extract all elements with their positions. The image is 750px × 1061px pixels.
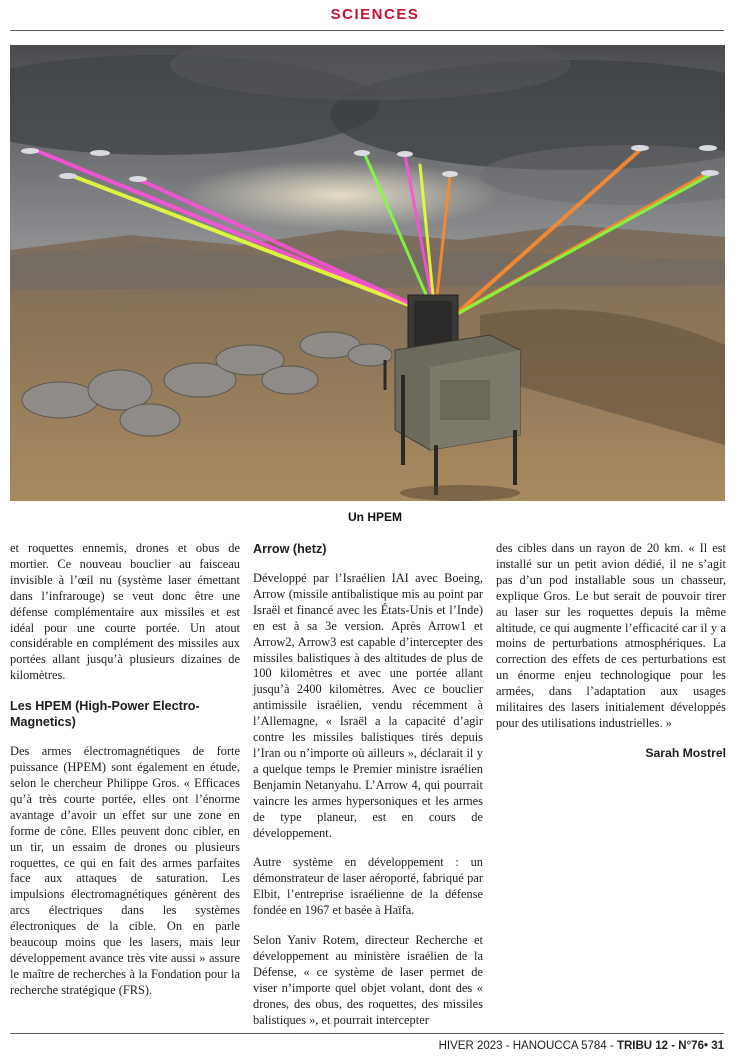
footer-page-number: • 31 — [703, 1040, 724, 1052]
section-title: SCIENCES — [330, 6, 420, 23]
article-column-3 — [496, 541, 726, 762]
hpem-photo — [10, 45, 725, 501]
subheading-hpem: Les HPEM (High-Power Electro-Magnetics) — [10, 699, 200, 730]
page-footer — [439, 1040, 724, 1052]
article-column-2 — [253, 541, 483, 1042]
subheading-arrow: Arrow (hetz) — [253, 542, 327, 556]
paragraph: des cibles dans un rayon de 20 km. « Il est installé sur un petit avion dédié, il ne s’agit pas d’un pod installable sous un chasseur, explique Gros. Le but serait de pouvoir tirer au laser sur les roquettes depuis la même altitude, ce qui augmente l’efficacité car il y a moins de perturbations atmosphériques. La correction des effets de ces perturbations est un énorme enjeu technologique pour les armées, dans l’adaptation aux usages militaires des lasers initialement développés pour des utilisations industrielles. » — [496, 541, 726, 730]
paragraph: Autre système en développement : un démonstrateur de laser aéroporté, fabriqué par Elbit, l’entreprise israélienne de la défense fondée en 1967 et basée à Haïfa. — [253, 855, 483, 918]
photo-caption: Un HPEM — [348, 510, 402, 524]
paragraph: et roquettes ennemis, drones et obus de mortier. Ce nouveau bouclier au faisceau invisible à l’œil nu (système laser émettant dans l’infrarouge) se veut donc être une défense complémentaire aux missiles et est idéal pour une courte portée. Un atout considérable en complément des missiles aux portées allant jusqu’à plusieurs dizaines de kilomètres. — [10, 541, 240, 683]
article-column-1 — [10, 541, 240, 1013]
footer-rule — [10, 1033, 724, 1034]
paragraph: Des armes électromagnétiques de forte puissance (HPEM) sont également en étude, selon le chercheur Philippe Gros. « Efficaces qu’à très courte portée, elles ont l’énorme avantage d’avoir un effet sur une zone en forme de cône. Elles peuvent donc cibler, en un tir, un essaim de drones ou plusieurs roquettes, ce qui en fait des armes parfaites face aux attaques de saturation. Les impulsions électromagnétiques génèrent des arcs électriques dans les systèmes électroniques de la cible. On en parle beaucoup moins que les lasers, mais leur développement avance très vite aussi » assure le maître de recherches à la Fondation pour la recherche stratégique (FRS). — [10, 744, 240, 997]
header-rule — [10, 30, 724, 31]
paragraph: Développé par l’Israélien IAI avec Boeing, Arrow (missile antibalistique mis au point par Israël et financé avec les États-Unis et l’Inde) en est à sa 3e version. Après Arrow1 et Arrow2, Arrow3 est capable d’intercepter des missiles balistiques à des altitudes de plus de 100 kilomètres et avec une portée allant jusqu’à 2400 kilomètres. Avec ce bouclier antimissile israélien, vendu récemment à l’Allemagne, « Israël a la capacité d’agir contre les missiles balistiques tirés depuis l’Iran ou n’importe où ailleurs », déclarait il y a quelque temps le Premier ministre israélien Benjamin Netanyahu. L’Arrow 4, qui pourrait vaincre les armes hypersoniques et les armes de type planeur, est en cours de développement. — [253, 571, 483, 840]
footer-number: - N°76 — [668, 1040, 704, 1052]
footer-magazine: TRIBU 12 — [616, 1040, 669, 1052]
author-signature: Sarah Mostrel — [645, 745, 726, 760]
paragraph: Selon Yaniv Rotem, directeur Recherche et développement au ministère israélien de la Défense, « ce système de laser permet de viser n’importe quel objet volant, dont des « drones, des obus, des roquettes, des missiles balistiques », et pourrait intercepter — [253, 933, 483, 1027]
footer-issue: HIVER 2023 - HANOUCCA 5784 - — [438, 1040, 617, 1052]
